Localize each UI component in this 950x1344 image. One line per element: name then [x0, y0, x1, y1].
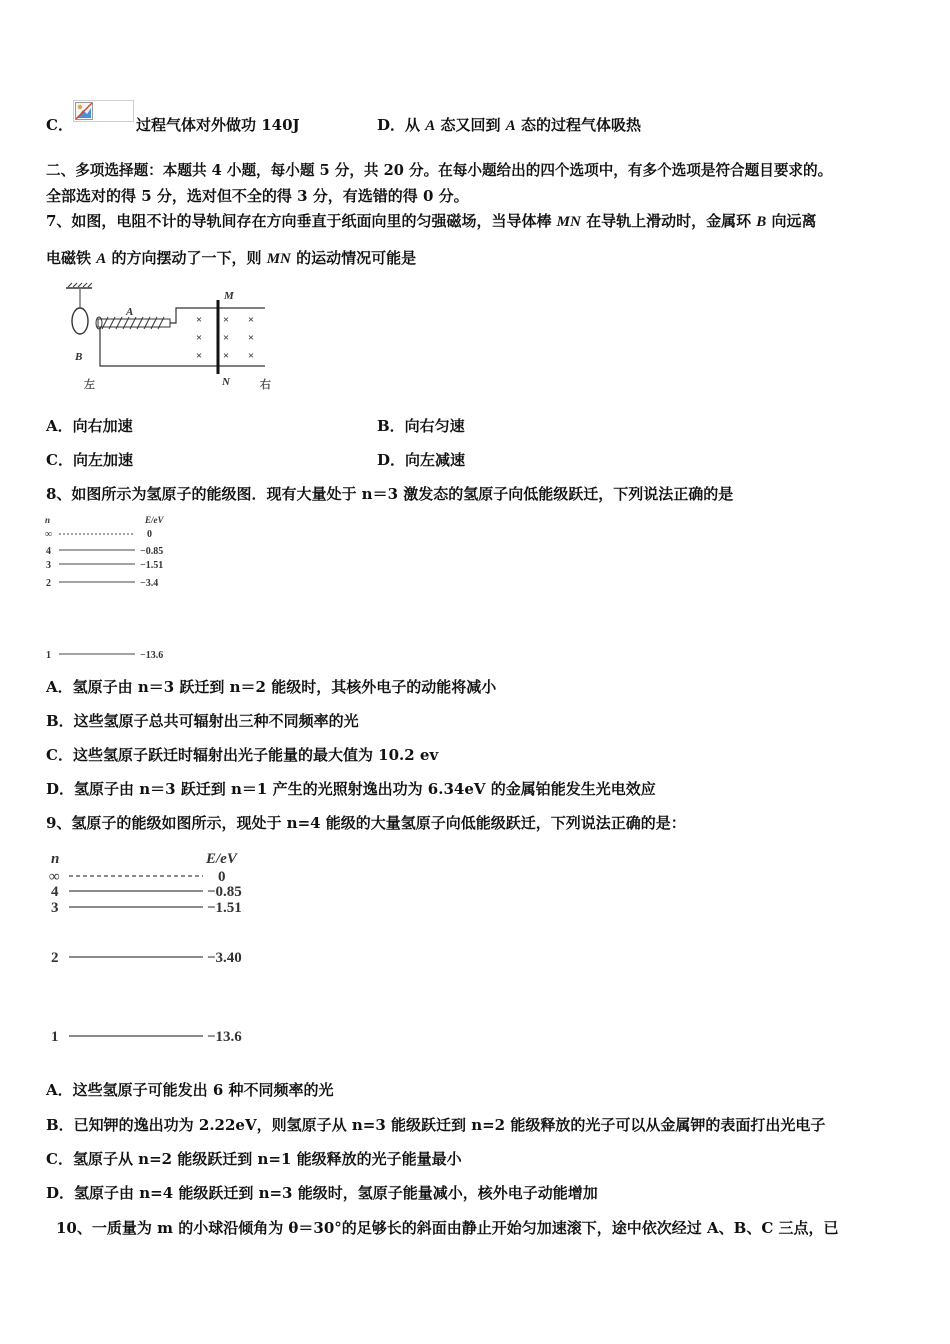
- svg-text:×: ×: [247, 332, 255, 344]
- level-1-e: −13.6: [207, 1029, 242, 1045]
- svg-text:×: ×: [222, 350, 230, 362]
- q7-option-b: B．向右匀速: [377, 417, 465, 435]
- axis-e-label: E/eV: [206, 851, 237, 867]
- label-m: M: [224, 290, 234, 302]
- q6-option-d-var-a1: A: [425, 118, 436, 134]
- level-2-e: −3.4: [140, 578, 159, 589]
- q8-option-a: A．氢原子由 n＝3 跃迁到 n＝2 能级时，其核外电子的动能将减小: [46, 678, 497, 696]
- q8-option-c: C．这些氢原子跃迁时辐射出光子能量的最大值为 10.2 ev: [46, 746, 439, 764]
- svg-text:×: ×: [195, 314, 203, 326]
- svg-text:×: ×: [247, 314, 255, 326]
- broken-image-placeholder: [73, 100, 134, 122]
- level-inf-n: ∞: [45, 529, 53, 540]
- q9-option-c: C．氢原子从 n=2 能级跃迁到 n=1 能级释放的光子能量最小: [46, 1150, 462, 1168]
- q7-circuit-figure: [60, 282, 285, 394]
- axis-n-label: n: [45, 515, 51, 525]
- level-inf-e: 0: [147, 529, 152, 540]
- q10-stem: 10、一质量为 m 的小球沿倾角为 θ＝30°的足够长的斜面由静止开始匀加速滚下，途中依次经过 A、B、C 三点，已: [56, 1219, 839, 1237]
- q8-option-d: D．氢原子由 n＝3 跃迁到 n＝1 产生的光照射逸出功为 6.34eV 的金属铂能发生光电效应: [46, 780, 656, 798]
- q8-energy-level-diagram: [42, 512, 192, 664]
- q6-option-d-prefix: D．从: [377, 116, 426, 134]
- level-2-n: 2: [51, 950, 59, 966]
- level-3-e: −1.51: [207, 900, 242, 916]
- q7-stem-var-mn2: MN: [266, 251, 291, 267]
- magnetic-field-marks: [196, 314, 254, 362]
- level-inf-e: 0: [218, 869, 226, 885]
- q9-option-b: B．已知钾的逸出功为 2.22eV，则氢原子从 n=3 能级跃迁到 n=2 能级释放的光子可以从金属钾的表面打出光电子: [46, 1116, 826, 1134]
- label-right: 右: [260, 379, 271, 391]
- level-4-n: 4: [51, 884, 59, 900]
- axis-e-label: E/eV: [145, 515, 164, 525]
- section2-instructions-line2: 全部选对的得 5 分，选对但不全的得 3 分，有选错的得 0 分。: [46, 187, 469, 205]
- q7-option-c: C．向左加速: [46, 451, 133, 469]
- bottom-wire-rail: [100, 327, 265, 366]
- q8-option-b: B．这些氢原子总共可辐射出三种不同频率的光: [46, 712, 359, 730]
- q7-stem-line1: [46, 211, 817, 232]
- q7-option-d: D．向左减速: [377, 451, 466, 469]
- svg-text:×: ×: [195, 332, 203, 344]
- level-3-e: −1.51: [140, 560, 164, 571]
- q7-stem-var-a: A: [96, 251, 107, 267]
- metal-ring-b: [72, 308, 88, 334]
- q7-stem-text-b: 在导轨上滑动时，金属环: [580, 212, 757, 230]
- q7-option-a: A．向右加速: [46, 417, 133, 435]
- level-1-e: −13.6: [140, 650, 164, 661]
- q9-option-a: A．这些氢原子可能发出 6 种不同频率的光: [46, 1081, 334, 1099]
- q7-stem-text-f: 的运动情况可能是: [290, 249, 417, 267]
- section2-instructions-line1: 二、多项选择题：本题共 4 小题，每小题 5 分，共 20 分。在每小题给出的四个选项中，有多个选项是符合题目要求的。: [46, 162, 833, 179]
- q6-option-d-mid: 态又回到: [435, 116, 506, 134]
- label-a: A: [126, 306, 134, 318]
- q7-stem-text-a: 7、如图，电阻不计的导轨间存在方向垂直于纸面向里的匀强磁场，当导体棒: [46, 212, 557, 230]
- q7-stem-text-c: 向远离: [766, 212, 817, 230]
- level-1-n: 1: [46, 650, 51, 661]
- svg-text:×: ×: [195, 350, 203, 362]
- level-1-n: 1: [51, 1029, 59, 1045]
- q7-stem-text-e: 的方向摆动了一下，则: [106, 249, 267, 267]
- q6-option-d-var-a2: A: [505, 118, 516, 134]
- q7-stem-text-d: 电磁铁: [46, 249, 97, 267]
- axis-n-label: n: [51, 851, 60, 867]
- q8-stem: 8、如图所示为氢原子的能级图．现有大量处于 n＝3 激发态的氢原子向低能级跃迁，下列说法正确的是: [46, 485, 734, 503]
- q6-option-d-suffix: 态的过程气体吸热: [515, 116, 641, 134]
- level-4-e: −0.85: [207, 884, 242, 900]
- svg-text:×: ×: [247, 350, 255, 362]
- q6-option-c-label: C．: [46, 116, 73, 134]
- image-icon: [75, 102, 93, 120]
- q9-energy-level-diagram: [44, 846, 259, 1048]
- level-4-e: −0.85: [140, 546, 164, 557]
- q7-stem-line2: [46, 248, 416, 269]
- q9-option-d: D．氢原子由 n=4 能级跃迁到 n=3 能级时，氢原子能量减小，核外电子动能增加: [46, 1184, 598, 1202]
- level-4-n: 4: [46, 546, 51, 557]
- ceiling-hatch: [68, 283, 92, 287]
- q6-option-c-text: 过程气体对外做功 140J: [136, 116, 300, 134]
- label-n: N: [222, 376, 230, 388]
- level-3-n: 3: [46, 560, 51, 571]
- q9-stem: 9、氢原子的能级如图所示，现处于 n=4 能级的大量氢原子向低能级跃迁，下列说法正确的是：: [46, 814, 686, 832]
- level-inf-n: ∞: [49, 869, 60, 885]
- q6-option-d: [377, 115, 641, 136]
- svg-text:×: ×: [222, 332, 230, 344]
- level-2-n: 2: [46, 578, 51, 589]
- label-b: B: [75, 351, 83, 363]
- level-3-n: 3: [51, 900, 59, 916]
- label-left: 左: [84, 379, 95, 391]
- q7-stem-var-b: B: [756, 214, 767, 230]
- level-2-e: −3.40: [207, 950, 242, 966]
- svg-text:×: ×: [222, 314, 230, 326]
- q7-stem-var-mn: MN: [556, 214, 581, 230]
